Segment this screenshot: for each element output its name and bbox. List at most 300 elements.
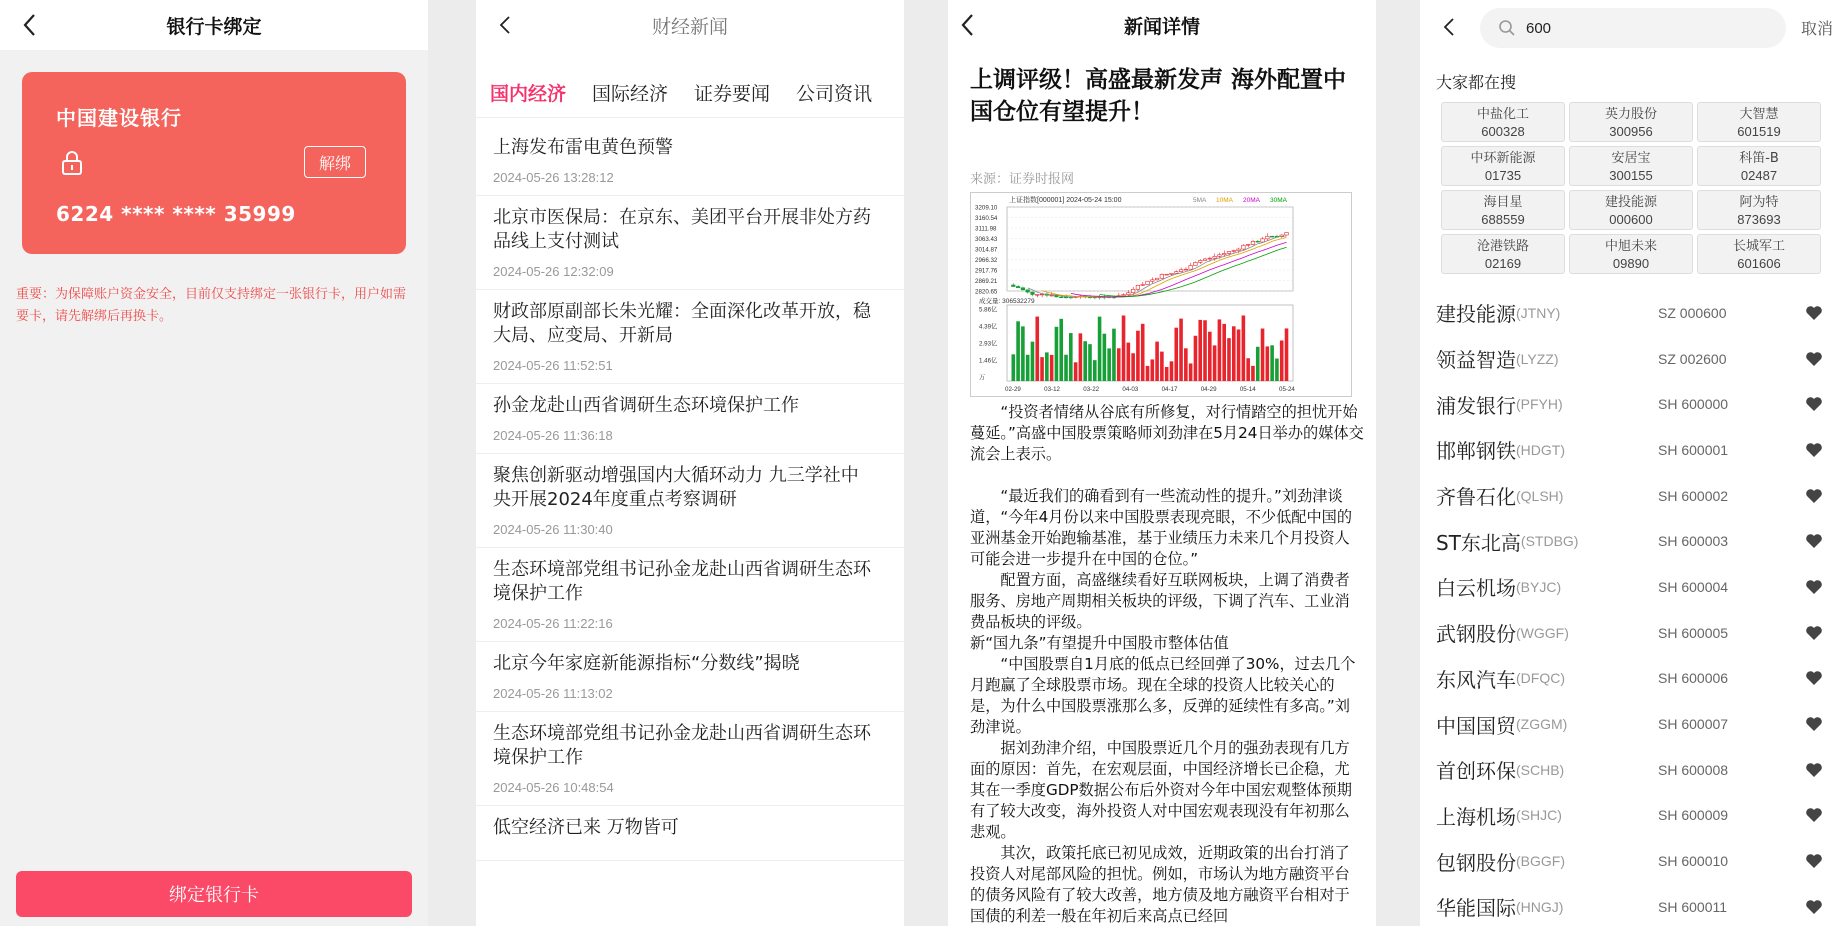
chip-code: 000600 bbox=[1609, 212, 1653, 227]
bind-card-button[interactable]: 绑定银行卡 bbox=[16, 871, 412, 917]
chevron-left-icon bbox=[22, 13, 36, 37]
chevron-left-icon bbox=[960, 13, 974, 37]
candle-body bbox=[1285, 233, 1289, 235]
candle-body bbox=[1155, 278, 1159, 280]
hot-search-chip[interactable] bbox=[1697, 146, 1821, 186]
heart-icon[interactable] bbox=[1805, 762, 1823, 778]
volume-bar bbox=[1151, 359, 1155, 381]
candle-body bbox=[1059, 297, 1063, 298]
candle-body bbox=[1270, 236, 1274, 237]
hot-search-label: 大家都在搜 bbox=[1436, 73, 1517, 92]
chip-code: 01735 bbox=[1484, 168, 1522, 183]
news-item[interactable] bbox=[476, 126, 904, 196]
stock-code: SH 600003 bbox=[1658, 533, 1729, 550]
news-time: 2024-05-26 11:52:51 bbox=[493, 358, 613, 373]
volume-bar bbox=[1098, 317, 1102, 381]
finance-news-screen bbox=[476, 0, 904, 926]
stock-code: SH 600008 bbox=[1658, 761, 1729, 778]
volume-bar bbox=[1218, 319, 1222, 381]
stock-result-list bbox=[1420, 290, 1847, 926]
stock-abbr: (ZGGM) bbox=[1516, 716, 1568, 733]
volume-bar bbox=[1112, 329, 1116, 381]
stock-row[interactable] bbox=[1420, 473, 1847, 519]
hot-search-chip[interactable] bbox=[1569, 146, 1693, 186]
hot-search-chip[interactable] bbox=[1441, 190, 1565, 230]
volume-bar bbox=[1016, 321, 1020, 381]
bank-card bbox=[22, 72, 406, 254]
heart-icon[interactable] bbox=[1805, 533, 1823, 549]
volume-bar bbox=[1160, 352, 1164, 381]
volume-bar bbox=[1227, 338, 1231, 381]
date-tick-label: 04-03 bbox=[1122, 386, 1139, 393]
price-tick-label: 2966.32 bbox=[975, 257, 998, 264]
notice-text: 重要：为保障账户资金安全，目前仅支持绑定一张银行卡，用户如需要卡，请先解绑后再换卡。 bbox=[16, 287, 407, 324]
article-paragraph: “中国股票自1月底的低点已经回弹了30%，过去几个月跑赢了全球股票市场。现在全球的投资人比较关心的是，为什么中国股票涨那么多，反弹的延续性有多高。”刘劲津说。 bbox=[970, 655, 1356, 736]
volume-bar bbox=[1285, 328, 1289, 381]
volume-bar bbox=[1083, 341, 1087, 381]
lock-icon bbox=[60, 150, 84, 176]
news-title: 财政部原副部长朱光耀：全面深化改革开放，稳大局、应变局、开新局 bbox=[493, 301, 871, 346]
chip-name: 中盐化工 bbox=[1476, 107, 1529, 122]
stock-row[interactable] bbox=[1420, 747, 1847, 793]
stock-row[interactable] bbox=[1420, 518, 1847, 564]
top-bar bbox=[948, 0, 1376, 50]
candle-body bbox=[1016, 287, 1020, 288]
stock-code: SH 600000 bbox=[1658, 396, 1729, 413]
price-tick-label: 3063.43 bbox=[975, 236, 998, 243]
stock-abbr: (BYJC) bbox=[1516, 578, 1562, 595]
heart-icon[interactable] bbox=[1805, 716, 1823, 732]
article-paragraph: 据刘劲津介绍，中国股票近几个月的强劲表现有几方面的原因：首先，在宏观层面，中国经济增长已企稳，尤其在一季度GDP数据公布后外资对今年中国宏观整体预期有了较大改变，海外投资人对中国宏观表现没有年初那么悲观。 bbox=[970, 739, 1352, 841]
candle-body bbox=[1174, 272, 1178, 274]
volume-bar bbox=[1174, 328, 1178, 381]
heart-icon[interactable] bbox=[1805, 351, 1823, 367]
stock-row[interactable] bbox=[1420, 701, 1847, 747]
candle-body bbox=[1222, 253, 1226, 254]
volume-bar bbox=[1045, 352, 1049, 381]
candle-body bbox=[1184, 269, 1188, 270]
date-tick-label: 03-12 bbox=[1044, 386, 1060, 393]
news-detail-screen bbox=[948, 0, 1376, 926]
heart-icon[interactable] bbox=[1805, 670, 1823, 686]
price-panel-frame bbox=[1007, 207, 1293, 291]
volume-bar bbox=[1031, 342, 1035, 381]
news-time: 2024-05-26 12:32:09 bbox=[493, 264, 614, 279]
chip-name: 阿为特 bbox=[1739, 195, 1779, 210]
tab-international-economy[interactable]: 国际经济 bbox=[592, 83, 669, 105]
news-time: 2024-05-26 11:13:02 bbox=[493, 686, 613, 701]
candle-body bbox=[1012, 285, 1016, 287]
stock-abbr: (PFYH) bbox=[1516, 396, 1563, 413]
hot-search-chip[interactable] bbox=[1569, 234, 1693, 274]
article-headline: 上调评级！高盛最新发声 海外配置中国仓位有望提升！ bbox=[970, 67, 1347, 125]
page-title: 财经新闻 bbox=[651, 15, 728, 38]
volume-bar bbox=[1194, 336, 1198, 381]
stock-row[interactable] bbox=[1420, 884, 1847, 926]
news-item[interactable] bbox=[476, 642, 904, 712]
cancel-button[interactable]: 取消 bbox=[1800, 19, 1833, 38]
volume-bar bbox=[1107, 348, 1111, 381]
hot-search-chip[interactable] bbox=[1441, 102, 1565, 142]
hot-search-chip[interactable] bbox=[1697, 102, 1821, 142]
moving-average-line bbox=[1071, 242, 1287, 297]
stock-name: ST东北高 bbox=[1436, 530, 1521, 555]
stock-name: 浦发银行 bbox=[1436, 393, 1516, 418]
news-title: 生态环境部党组书记孙金龙赴山西省调研生态环境保护工作 bbox=[493, 723, 871, 768]
stock-code: SH 600010 bbox=[1658, 853, 1729, 870]
hot-search-grid bbox=[1441, 102, 1821, 274]
unbind-button[interactable]: 解绑 bbox=[304, 146, 366, 178]
news-item[interactable] bbox=[476, 548, 904, 642]
news-title: 低空经济已来 万物皆可 bbox=[493, 817, 679, 838]
candle-body bbox=[1232, 251, 1236, 252]
date-tick-label: 03-22 bbox=[1083, 386, 1100, 393]
volume-bar bbox=[1266, 346, 1270, 381]
volume-bar bbox=[1184, 348, 1188, 381]
volume-bar bbox=[1237, 329, 1241, 381]
stock-row[interactable] bbox=[1420, 564, 1847, 610]
candle-body bbox=[1237, 249, 1241, 251]
news-tabs bbox=[476, 76, 904, 118]
volume-bar bbox=[1059, 319, 1063, 381]
volume-bar bbox=[1035, 317, 1039, 381]
volume-bar bbox=[1055, 327, 1059, 381]
tab-company-news[interactable]: 公司资讯 bbox=[796, 83, 873, 105]
candle-body bbox=[1251, 241, 1255, 244]
card-number: 6224 **** **** 35999 bbox=[56, 202, 296, 226]
stock-row[interactable] bbox=[1420, 427, 1847, 473]
article-body bbox=[970, 402, 1364, 926]
chip-name: 海目星 bbox=[1483, 195, 1523, 210]
stock-chart-image bbox=[970, 192, 1352, 397]
chip-code: 02487 bbox=[1740, 168, 1778, 183]
volume-tick-label: 4.39亿 bbox=[979, 323, 998, 331]
volume-bar bbox=[1222, 324, 1226, 381]
price-tick-label: 3209.10 bbox=[975, 204, 998, 212]
stock-name: 建投能源 bbox=[1436, 302, 1516, 327]
article-paragraph: “最近我们的确看到有一些流动性的提升。”刘劲津谈道，“今年4月份以来中国股票表现亮眼，不少低配中国的亚洲基金开始跑输基准，基于业绩压力未来几个月投资人可能会进一步提升在中国的仓位。” bbox=[970, 487, 1353, 568]
heart-icon[interactable] bbox=[1805, 807, 1823, 823]
stock-row[interactable] bbox=[1420, 290, 1847, 336]
date-tick-label: 02-29 bbox=[1005, 386, 1021, 393]
search-bar bbox=[1480, 8, 1786, 48]
heart-icon[interactable] bbox=[1805, 853, 1823, 869]
stock-row[interactable] bbox=[1420, 336, 1847, 382]
article-paragraph: “投资者情绪从谷底有所修复，对行情踏空的担忧开始蔓延。”高盛中国股票策略师刘劲津在5月24日举办的媒体交流会上表示。 bbox=[970, 403, 1364, 463]
tab-domestic-economy[interactable]: 国内经济 bbox=[490, 83, 567, 105]
stock-name: 齐鲁石化 bbox=[1436, 485, 1516, 510]
price-tick-label: 2917.76 bbox=[975, 267, 998, 275]
volume-tick-label: 2.93亿 bbox=[979, 340, 998, 348]
legend-20ma: 20MA bbox=[1243, 197, 1260, 204]
candle-body bbox=[1179, 270, 1183, 272]
stock-code: SH 600002 bbox=[1658, 487, 1729, 504]
candle-body bbox=[1021, 288, 1025, 290]
stock-abbr: (STDBG) bbox=[1520, 533, 1579, 550]
volume-bar bbox=[1189, 363, 1193, 381]
date-tick-label: 04-29 bbox=[1200, 386, 1217, 393]
news-item[interactable] bbox=[476, 454, 904, 548]
stock-name: 东风汽车 bbox=[1436, 667, 1516, 692]
news-item[interactable] bbox=[476, 712, 904, 806]
volume-bar bbox=[1074, 362, 1078, 381]
news-item[interactable] bbox=[476, 290, 904, 384]
volume-bar bbox=[1103, 334, 1107, 381]
chip-name: 长城军工 bbox=[1732, 239, 1785, 254]
volume-bar bbox=[1170, 361, 1174, 381]
volume-bar bbox=[1122, 315, 1126, 381]
back-button[interactable] bbox=[14, 8, 44, 42]
stock-abbr: (WGGF) bbox=[1516, 624, 1569, 641]
candle-body bbox=[1136, 285, 1140, 289]
search-input[interactable] bbox=[1526, 20, 1766, 37]
volume-bar bbox=[1198, 320, 1202, 381]
volume-tick-label: 5.86亿 bbox=[979, 306, 998, 314]
chip-name: 沧港铁路 bbox=[1476, 239, 1529, 254]
chevron-left-icon bbox=[498, 13, 512, 37]
news-title: 北京市医保局：在京东、美团平台开展非处方药品线上支付测试 bbox=[493, 207, 871, 252]
news-title: 北京今年家庭新能源指标“分数线”揭晓 bbox=[493, 653, 800, 674]
candle-body bbox=[1122, 295, 1126, 296]
stock-abbr: (HNGJ) bbox=[1516, 898, 1564, 915]
volume-bar bbox=[1064, 355, 1068, 381]
candle-body bbox=[1208, 258, 1212, 259]
stock-abbr: (SHJC) bbox=[1516, 807, 1562, 824]
article-source: 来源：证券时报网 bbox=[970, 172, 1075, 187]
news-list bbox=[476, 126, 904, 861]
stock-name: 武钢股份 bbox=[1436, 622, 1516, 647]
back-button[interactable] bbox=[490, 8, 520, 42]
news-title: 孙金龙赴山西省调研生态环境保护工作 bbox=[493, 395, 799, 416]
stock-abbr: (QLSH) bbox=[1516, 487, 1564, 504]
volume-bar bbox=[1117, 348, 1121, 381]
stock-name: 中国国贸 bbox=[1436, 713, 1516, 738]
volume-bar bbox=[1270, 345, 1274, 381]
stock-code: SH 600009 bbox=[1658, 807, 1729, 824]
news-time: 2024-05-26 10:48:54 bbox=[493, 780, 614, 795]
price-tick-label: 3160.54 bbox=[975, 215, 998, 222]
article-subheading: 新“国九条”有望提升中国股市整体估值 bbox=[970, 634, 1229, 652]
date-tick-label: 04-17 bbox=[1161, 386, 1178, 393]
stock-code: SH 600001 bbox=[1658, 441, 1729, 458]
volume-label: 成交量: 306532279 bbox=[979, 298, 1035, 305]
candle-body bbox=[1256, 241, 1260, 242]
hot-search-chip[interactable] bbox=[1441, 146, 1565, 186]
chip-code: 600328 bbox=[1481, 124, 1525, 139]
stock-row[interactable] bbox=[1420, 793, 1847, 839]
heart-icon[interactable] bbox=[1805, 625, 1823, 641]
hot-search-chip[interactable] bbox=[1569, 190, 1693, 230]
legend-10ma: 10MA bbox=[1216, 197, 1233, 204]
hot-search-chip[interactable] bbox=[1441, 234, 1565, 274]
news-title: 上海发布雷电黄色预警 bbox=[493, 137, 673, 158]
price-tick-label: 2820.65 bbox=[975, 288, 998, 296]
stock-row[interactable] bbox=[1420, 381, 1847, 427]
news-time: 2024-05-26 11:30:40 bbox=[493, 522, 613, 537]
candle-body bbox=[1151, 280, 1155, 281]
bank-card-screen bbox=[0, 0, 428, 926]
page-title: 银行卡绑定 bbox=[166, 15, 262, 38]
chip-code: 09890 bbox=[1612, 256, 1650, 271]
price-tick-label: 3111.98 bbox=[975, 225, 997, 233]
search-icon bbox=[1498, 19, 1516, 37]
volume-bar bbox=[1079, 333, 1083, 381]
stock-abbr: (SCHB) bbox=[1516, 761, 1565, 778]
candle-body bbox=[1170, 273, 1174, 274]
candle-body bbox=[1203, 259, 1207, 260]
candle-body bbox=[1050, 295, 1054, 296]
chip-name: 安居宝 bbox=[1611, 151, 1651, 166]
volume-bar bbox=[1088, 344, 1092, 381]
volume-bar bbox=[1050, 355, 1054, 381]
chip-code: 873693 bbox=[1737, 212, 1781, 227]
volume-bar bbox=[1021, 326, 1025, 381]
chip-name: 中旭未来 bbox=[1604, 239, 1657, 254]
stock-name: 邯郸钢铁 bbox=[1436, 439, 1516, 464]
heart-icon[interactable] bbox=[1805, 488, 1823, 504]
stock-code: SZ 000600 bbox=[1658, 304, 1727, 321]
volume-bar bbox=[1203, 320, 1207, 381]
hot-search-chip[interactable] bbox=[1697, 234, 1821, 274]
legend-5ma: 5MA bbox=[1193, 197, 1207, 204]
stock-name: 领益智造 bbox=[1436, 348, 1516, 373]
date-tick-label: 05-24 bbox=[1279, 386, 1295, 393]
candle-body bbox=[1261, 239, 1265, 242]
volume-bar bbox=[1012, 354, 1016, 381]
volume-bar bbox=[1261, 329, 1265, 381]
candlestick-chart bbox=[971, 193, 1351, 396]
top-bar bbox=[0, 0, 428, 50]
candle-body bbox=[1031, 292, 1035, 294]
heart-icon[interactable] bbox=[1805, 305, 1823, 321]
candle-body bbox=[1218, 255, 1222, 257]
article-paragraph bbox=[970, 465, 1364, 486]
news-item[interactable] bbox=[476, 806, 904, 861]
stock-row[interactable] bbox=[1420, 838, 1847, 884]
stock-abbr: (LYZZ) bbox=[1516, 350, 1559, 367]
candle-body bbox=[1189, 266, 1193, 270]
candle-body bbox=[1160, 274, 1164, 278]
chip-name: 大智慧 bbox=[1739, 107, 1779, 122]
candle-body bbox=[1266, 236, 1270, 239]
news-time: 2024-05-26 11:22:16 bbox=[493, 616, 613, 631]
news-title: 生态环境部党组书记孙金龙赴山西省调研生态环境保护工作 bbox=[493, 559, 871, 604]
heart-icon[interactable] bbox=[1805, 442, 1823, 458]
candle-body bbox=[1165, 274, 1169, 275]
stock-search-screen bbox=[1420, 0, 1847, 926]
candle-body bbox=[1035, 294, 1039, 295]
back-button[interactable] bbox=[1434, 10, 1464, 44]
bank-name: 中国建设银行 bbox=[56, 106, 182, 130]
volume-bar bbox=[1179, 319, 1183, 381]
chart-header: 上证指数[000001] 2024-05-24 15:00 bbox=[1009, 197, 1122, 204]
page-title: 新闻详情 bbox=[1123, 15, 1200, 38]
date-tick-label: 05-14 bbox=[1239, 386, 1256, 393]
stock-code: SZ 002600 bbox=[1658, 350, 1727, 367]
stock-row[interactable] bbox=[1420, 610, 1847, 656]
price-tick-label: 2869.21 bbox=[975, 278, 998, 285]
news-time: 2024-05-26 13:28:12 bbox=[493, 170, 614, 185]
candle-body bbox=[1194, 262, 1198, 265]
volume-bar bbox=[1246, 358, 1250, 381]
volume-bar bbox=[1242, 315, 1246, 381]
back-button[interactable] bbox=[952, 8, 982, 42]
stock-name: 包钢股份 bbox=[1436, 850, 1516, 875]
article-paragraph: 其次，政策托底已初见成效，近期政策的出台打消了投资人对尾部风险的担忧。例如，市场认为地方融资平台的债务风险有了较大改善，地方债及地方融资平台相对于国债的利差一般在年初后来高点已经回 bbox=[970, 844, 1350, 925]
stock-row[interactable] bbox=[1420, 656, 1847, 702]
volume-bar bbox=[1069, 333, 1073, 381]
candle-body bbox=[1213, 256, 1217, 258]
volume-bar bbox=[1026, 355, 1030, 381]
candle-body bbox=[1246, 244, 1250, 245]
chip-code: 601606 bbox=[1737, 256, 1781, 271]
stock-name: 白云机场 bbox=[1436, 576, 1516, 601]
stock-code: SH 600006 bbox=[1658, 670, 1729, 687]
tab-securities-news[interactable]: 证券要闻 bbox=[694, 83, 771, 105]
chevron-left-icon bbox=[1442, 15, 1456, 39]
stock-abbr: (JTNY) bbox=[1516, 304, 1561, 321]
stock-code: SH 600005 bbox=[1658, 624, 1729, 641]
volume-bar bbox=[1146, 366, 1150, 381]
volume-bar bbox=[1093, 360, 1097, 381]
volume-bar bbox=[1256, 347, 1260, 381]
chip-name: 建投能源 bbox=[1604, 195, 1657, 210]
hot-search-chip[interactable] bbox=[1569, 102, 1693, 142]
heart-icon[interactable] bbox=[1805, 396, 1823, 412]
candle-body bbox=[1127, 293, 1131, 295]
news-item[interactable] bbox=[476, 384, 904, 454]
volume-bar bbox=[1136, 331, 1140, 381]
news-title: 聚焦创新驱动增强国内大循环动力 九三学社中央开展2024年度重点考察调研 bbox=[493, 465, 859, 510]
volume-tick-label: 万 bbox=[979, 374, 986, 382]
stock-abbr: (BGGF) bbox=[1516, 853, 1565, 870]
stock-abbr: (HDGT) bbox=[1516, 441, 1565, 458]
stock-name: 上海机场 bbox=[1436, 804, 1516, 829]
heart-icon[interactable] bbox=[1805, 899, 1823, 915]
legend-30ma: 30MA bbox=[1270, 197, 1287, 204]
candle-body bbox=[1141, 284, 1145, 285]
chip-code: 688559 bbox=[1481, 212, 1525, 227]
volume-bar bbox=[1213, 345, 1217, 381]
price-tick-label: 3014.87 bbox=[975, 246, 998, 254]
candle-body bbox=[1227, 251, 1231, 253]
volume-tick-label: 1.46亿 bbox=[979, 357, 998, 365]
volume-bar bbox=[1208, 332, 1212, 381]
stock-code: SH 600004 bbox=[1658, 578, 1729, 595]
candle-body bbox=[1146, 281, 1150, 284]
heart-icon[interactable] bbox=[1805, 579, 1823, 595]
stock-code: SH 600007 bbox=[1658, 716, 1729, 733]
stock-code: SH 600011 bbox=[1658, 898, 1728, 915]
hot-search-chip[interactable] bbox=[1697, 190, 1821, 230]
volume-bar bbox=[1131, 353, 1135, 381]
candle-body bbox=[1242, 245, 1246, 249]
volume-bar bbox=[1141, 324, 1145, 381]
chip-name: 科笛-B bbox=[1739, 151, 1779, 166]
candle-body bbox=[1131, 289, 1135, 292]
chip-name: 中环新能源 bbox=[1470, 151, 1536, 166]
volume-bar bbox=[1040, 357, 1044, 381]
volume-bar bbox=[1232, 326, 1236, 381]
candle-body bbox=[1198, 260, 1202, 262]
stock-abbr: (DFQC) bbox=[1516, 670, 1565, 687]
top-bar bbox=[476, 0, 904, 50]
volume-bar bbox=[1165, 367, 1169, 381]
volume-bar bbox=[1155, 342, 1159, 381]
candle-body bbox=[1026, 290, 1030, 292]
chip-code: 02169 bbox=[1484, 256, 1522, 271]
news-item[interactable] bbox=[476, 196, 904, 290]
